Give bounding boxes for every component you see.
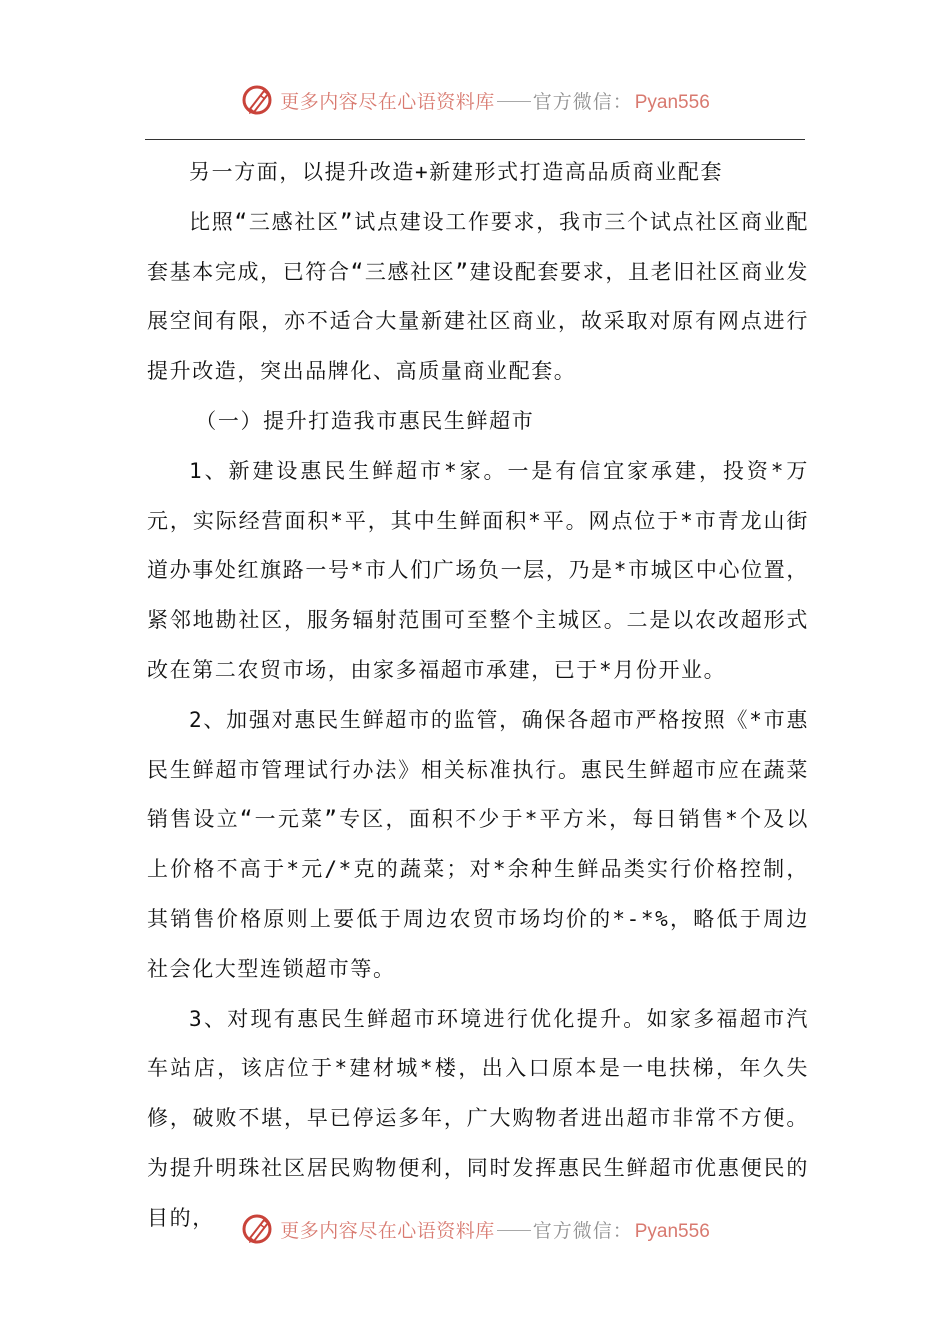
- banner-wechat-id: Pyan556: [634, 91, 710, 113]
- banner-wechat-label: 官方微信：: [532, 1219, 633, 1242]
- banner-wechat-id: Pyan556: [634, 1220, 710, 1242]
- pen-logo-icon: [240, 1211, 276, 1247]
- pen-logo-icon: [240, 82, 276, 118]
- banner-site-text: 更多内容尽在心语资料库: [280, 90, 495, 113]
- paragraph-item-1: 1、新建设惠民生鲜超市*家。一是有信宜家承建，投资*万元，实际经营面积*平，其中生鲜面积*平。网点位于*市青龙山街道办事处红旗路一号*市人们广场负一层，乃是*市城区中心位置，紧邻地勘社区，服务辐射范围可至整个主城区。二是以农改超形式改在第二农贸市场，由家多福超市承建，已于*月份开业。: [147, 458, 809, 682]
- paragraph-intro: 另一方面，以提升改造+新建形式打造高品质商业配套: [189, 160, 724, 184]
- banner-separator: [497, 101, 531, 102]
- paragraph-item-2: 2、加强对惠民生鲜超市的监管，确保各超市严格按照《*市惠民生鲜超市管理试行办法》相关标准执行。惠民生鲜超市应在蔬菜销售设立“一元菜”专区，面积不少于*平方米，每日销售*个及以上价格不高于*元/*克的蔬菜；对*余种生鲜品类实行价格控制，其销售价格原则上要低于周边农贸市场均价的*-*%，略低于周边社会化大型连锁超市等。: [147, 707, 809, 981]
- footer-banner: [0, 1209, 950, 1249]
- banner-separator: [497, 1230, 531, 1231]
- section-heading: （一）提升打造我市惠民生鲜超市: [195, 408, 535, 433]
- banner-wechat-label: 官方微信：: [532, 90, 633, 113]
- paragraph-item-3: 3、对现有惠民生鲜超市环境进行优化提升。如家多福超市汽车站店，该店位于*建材城*楼，出入口原本是一电扶梯，年久失修，破败不堪，早已停运多年，广大购物者进出超市非常不方便。为提升明珠社区居民购物便利，同时发挥惠民生鲜超市优惠便民的目的，: [147, 1006, 809, 1230]
- paragraph-comparison: 比照“三感社区”试点建设工作要求，我市三个试点社区商业配套基本完成，已符合“三感社区”建设配套要求，且老旧社区商业发展空间有限，亦不适合大量新建社区商业，故采取对原有网点进行提升改造，突出品牌化、高质量商业配套。: [147, 209, 809, 384]
- header-rule: [145, 139, 805, 140]
- document-body: [147, 148, 809, 1244]
- header-banner: [0, 80, 950, 120]
- banner-site-text: 更多内容尽在心语资料库: [280, 1219, 495, 1242]
